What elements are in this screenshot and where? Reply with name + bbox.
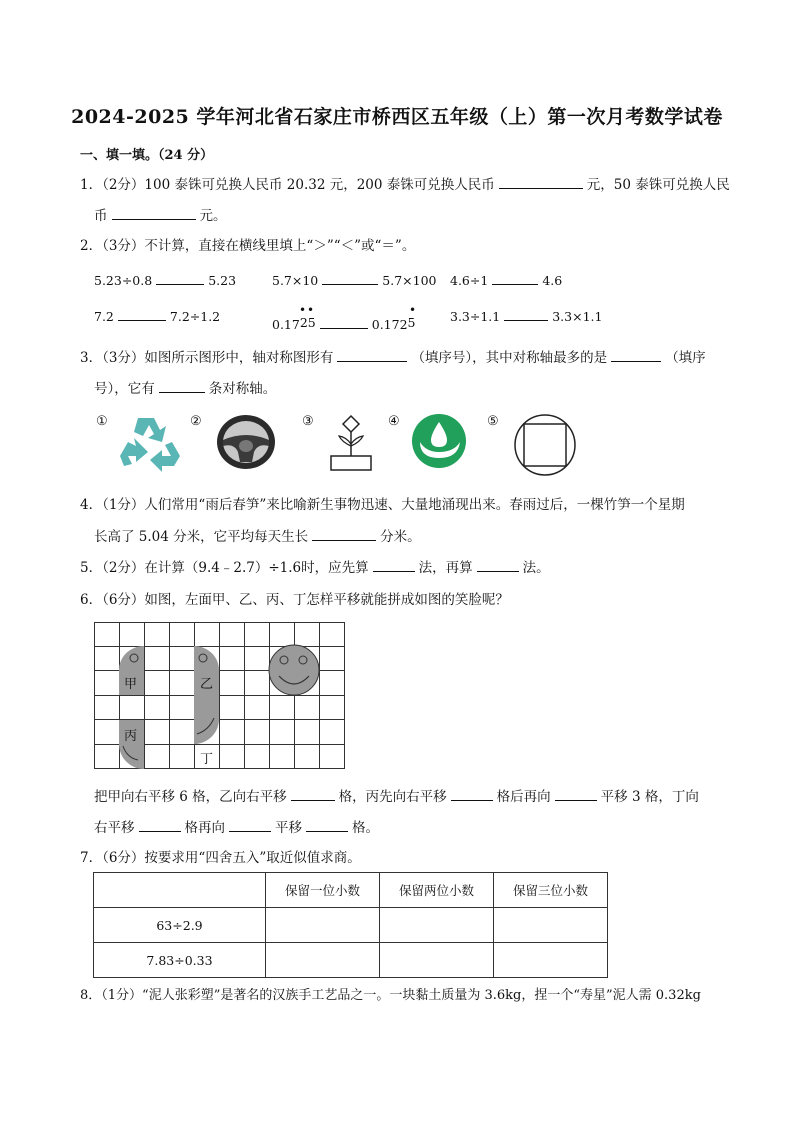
- table-header: 保留三位小数: [494, 873, 608, 908]
- q6-blank[interactable]: [306, 817, 348, 832]
- table-row: [94, 908, 608, 943]
- q3-text-end: （填序: [665, 350, 706, 366]
- q2-row2-b: [272, 314, 416, 332]
- q6-blank[interactable]: [291, 786, 335, 801]
- q1-text-end: 元。: [199, 208, 227, 224]
- q2-repeating-digits: 25: [299, 315, 316, 330]
- q5-text: 5．（2分）在计算（9.4﹣2.7）÷1.6时，应先算: [80, 560, 369, 576]
- q6-text: 右平移: [94, 820, 135, 836]
- answer-cell[interactable]: [266, 943, 380, 978]
- recycle-icon: [116, 412, 184, 474]
- repeat-dot: •: [307, 303, 315, 317]
- q2-row1-a: [94, 270, 236, 288]
- page-title: 2024-2025 学年河北省石家庄市桥西区五年级（上）第一次月考数学试卷: [71, 106, 723, 128]
- q2-expr: 7.2÷1.2: [169, 309, 221, 324]
- question-7: 7．（6分）按要求用“四舍五入”取近似值求商。: [80, 850, 361, 866]
- q2-expr: 5.23÷0.8: [94, 273, 153, 288]
- table-row-label: 7.83÷0.33: [94, 943, 266, 978]
- table-row: [94, 943, 608, 978]
- answer-cell[interactable]: [494, 943, 608, 978]
- q2-expr: 0.172: [371, 317, 408, 332]
- figure-number: ③: [302, 414, 314, 429]
- q6-text: 格再向: [184, 820, 225, 836]
- q6-blank[interactable]: [451, 786, 493, 801]
- q5-blank-1[interactable]: [373, 557, 415, 572]
- q2-blank[interactable]: [322, 270, 378, 285]
- figure-number: ⑤: [487, 414, 499, 429]
- question-5: [80, 557, 550, 578]
- q3-blank-2[interactable]: [611, 347, 661, 362]
- q2-expr: 0.17: [272, 317, 300, 332]
- q2-row2-c: [450, 306, 602, 324]
- question-4: 4．（1分）人们常用“雨后春笋”来比喻新生事物迅速、大量地涌现出来。春雨过后，一棵竹笋一个星期: [80, 497, 685, 513]
- q3-text-mid: （填序号），其中对称轴最多的是: [411, 350, 608, 366]
- q5-text-end: 法。: [522, 560, 550, 576]
- q6-answer-line2: [94, 817, 379, 838]
- q2-expr: 5.7×10: [272, 273, 319, 288]
- q6-text: 格。: [352, 820, 379, 836]
- q1-text-mid: 元，50 泰铢可兑换人民: [586, 177, 730, 193]
- table-header-row: [94, 873, 608, 908]
- section-heading: 一、填一填。（24 分）: [80, 148, 214, 163]
- figure-number: ②: [190, 414, 202, 429]
- figure-number: ④: [388, 414, 400, 429]
- question-3-line2: [94, 378, 276, 399]
- q6-blank[interactable]: [229, 817, 271, 832]
- steering-wheel-icon: [214, 412, 278, 472]
- question-8: 8．（1分）“泥人张彩塑”是著名的汉族手工艺品之一。一块黏土质量为 3.6kg，捏一个“寿星”泥人需 0.32kg: [80, 988, 701, 1003]
- q2-blank[interactable]: [504, 306, 548, 321]
- question-2: 2．（3分）不计算，直接在横线里填上“＞”“＜”或“＝”。: [80, 238, 416, 254]
- q5-blank-2[interactable]: [477, 557, 519, 572]
- q2-expr: 4.6÷1: [450, 273, 489, 288]
- question-1: [80, 174, 730, 195]
- q1-blank-1[interactable]: [499, 174, 583, 189]
- q1-blank-2[interactable]: [112, 205, 196, 220]
- question-4-line2: [94, 526, 421, 547]
- q2-blank[interactable]: [118, 306, 166, 321]
- answer-cell[interactable]: [266, 908, 380, 943]
- table-header: [94, 873, 266, 908]
- q6-text: 格后再向: [496, 789, 551, 805]
- q2-expr: 3.3×1.1: [552, 309, 603, 324]
- q2-repeating-digit: 5: [407, 315, 416, 330]
- q3-text: 3．（3分）如图所示图形中，轴对称图形有: [80, 350, 334, 366]
- q1-text: 1．（2分）100 泰铢可兑换人民币 20.32 元，200 泰铢可兑换人民币: [80, 177, 495, 193]
- table-header: 保留一位小数: [266, 873, 380, 908]
- green-logo-icon: [410, 412, 468, 470]
- q4-text-end: 分米。: [380, 529, 421, 545]
- q2-expr: 3.3÷1.1: [450, 309, 501, 324]
- cell-label-yi: 乙: [200, 677, 214, 692]
- smiley-face: [269, 645, 319, 695]
- repeat-dot: •: [409, 303, 417, 317]
- q6-blank[interactable]: [139, 817, 181, 832]
- q2-row1-b: [272, 270, 436, 288]
- q6-blank[interactable]: [555, 786, 597, 801]
- table-header: 保留两位小数: [380, 873, 494, 908]
- piece-ding: [194, 695, 219, 744]
- cell-label-jia: 甲: [124, 677, 138, 692]
- q3-text-line2: 号），它有: [94, 381, 155, 397]
- q3-blank-3[interactable]: [159, 378, 205, 393]
- answer-cell[interactable]: [494, 908, 608, 943]
- q3-text-end2: 条对称轴。: [208, 381, 277, 397]
- cell-label-ding: 丁: [200, 752, 214, 767]
- q6-answer-line1: [94, 786, 699, 807]
- q2-blank[interactable]: [492, 270, 538, 285]
- table-row-label: 63÷2.9: [94, 908, 266, 943]
- q2-expr: 5.7×100: [382, 273, 437, 288]
- q2-blank[interactable]: [320, 314, 368, 329]
- q2-expr: 4.6: [542, 273, 563, 288]
- translation-grid: [94, 622, 346, 770]
- question-6: 6．（6分）如图，左面甲、乙、丙、丁怎样平移就能拼成如图的笑脸呢？: [80, 592, 509, 608]
- answer-cell[interactable]: [380, 943, 494, 978]
- q2-expr: 7.2: [94, 309, 114, 324]
- q6-text: 格，丙先向右平移: [338, 789, 447, 805]
- q4-text: 长高了 5.04 分米，它平均每天生长: [94, 529, 309, 545]
- q4-blank[interactable]: [312, 526, 376, 541]
- q6-text: 把甲向右平移 6 格，乙向右平移: [94, 789, 287, 805]
- square-in-circle-icon: [512, 412, 578, 478]
- answer-cell[interactable]: [380, 908, 494, 943]
- repeat-dot: •: [299, 303, 307, 317]
- q2-row2-a: [94, 306, 220, 324]
- question-3: [80, 347, 706, 368]
- q2-expr: 5.23: [208, 273, 237, 288]
- question-1-line2: [94, 205, 227, 226]
- rounding-table: [93, 872, 608, 978]
- q1-text-line2: 币: [94, 208, 108, 224]
- q3-blank-1[interactable]: [337, 347, 407, 362]
- figure-number: ①: [96, 414, 108, 429]
- q6-text: 平移 3 格，丁向: [600, 789, 699, 805]
- q5-text-mid: 法，再算: [418, 560, 473, 576]
- q6-text: 平移: [275, 820, 302, 836]
- flower-pot-icon: [326, 412, 376, 472]
- q2-blank[interactable]: [156, 270, 204, 285]
- cell-label-bing: 丙: [124, 729, 138, 744]
- q2-row1-c: [450, 270, 562, 288]
